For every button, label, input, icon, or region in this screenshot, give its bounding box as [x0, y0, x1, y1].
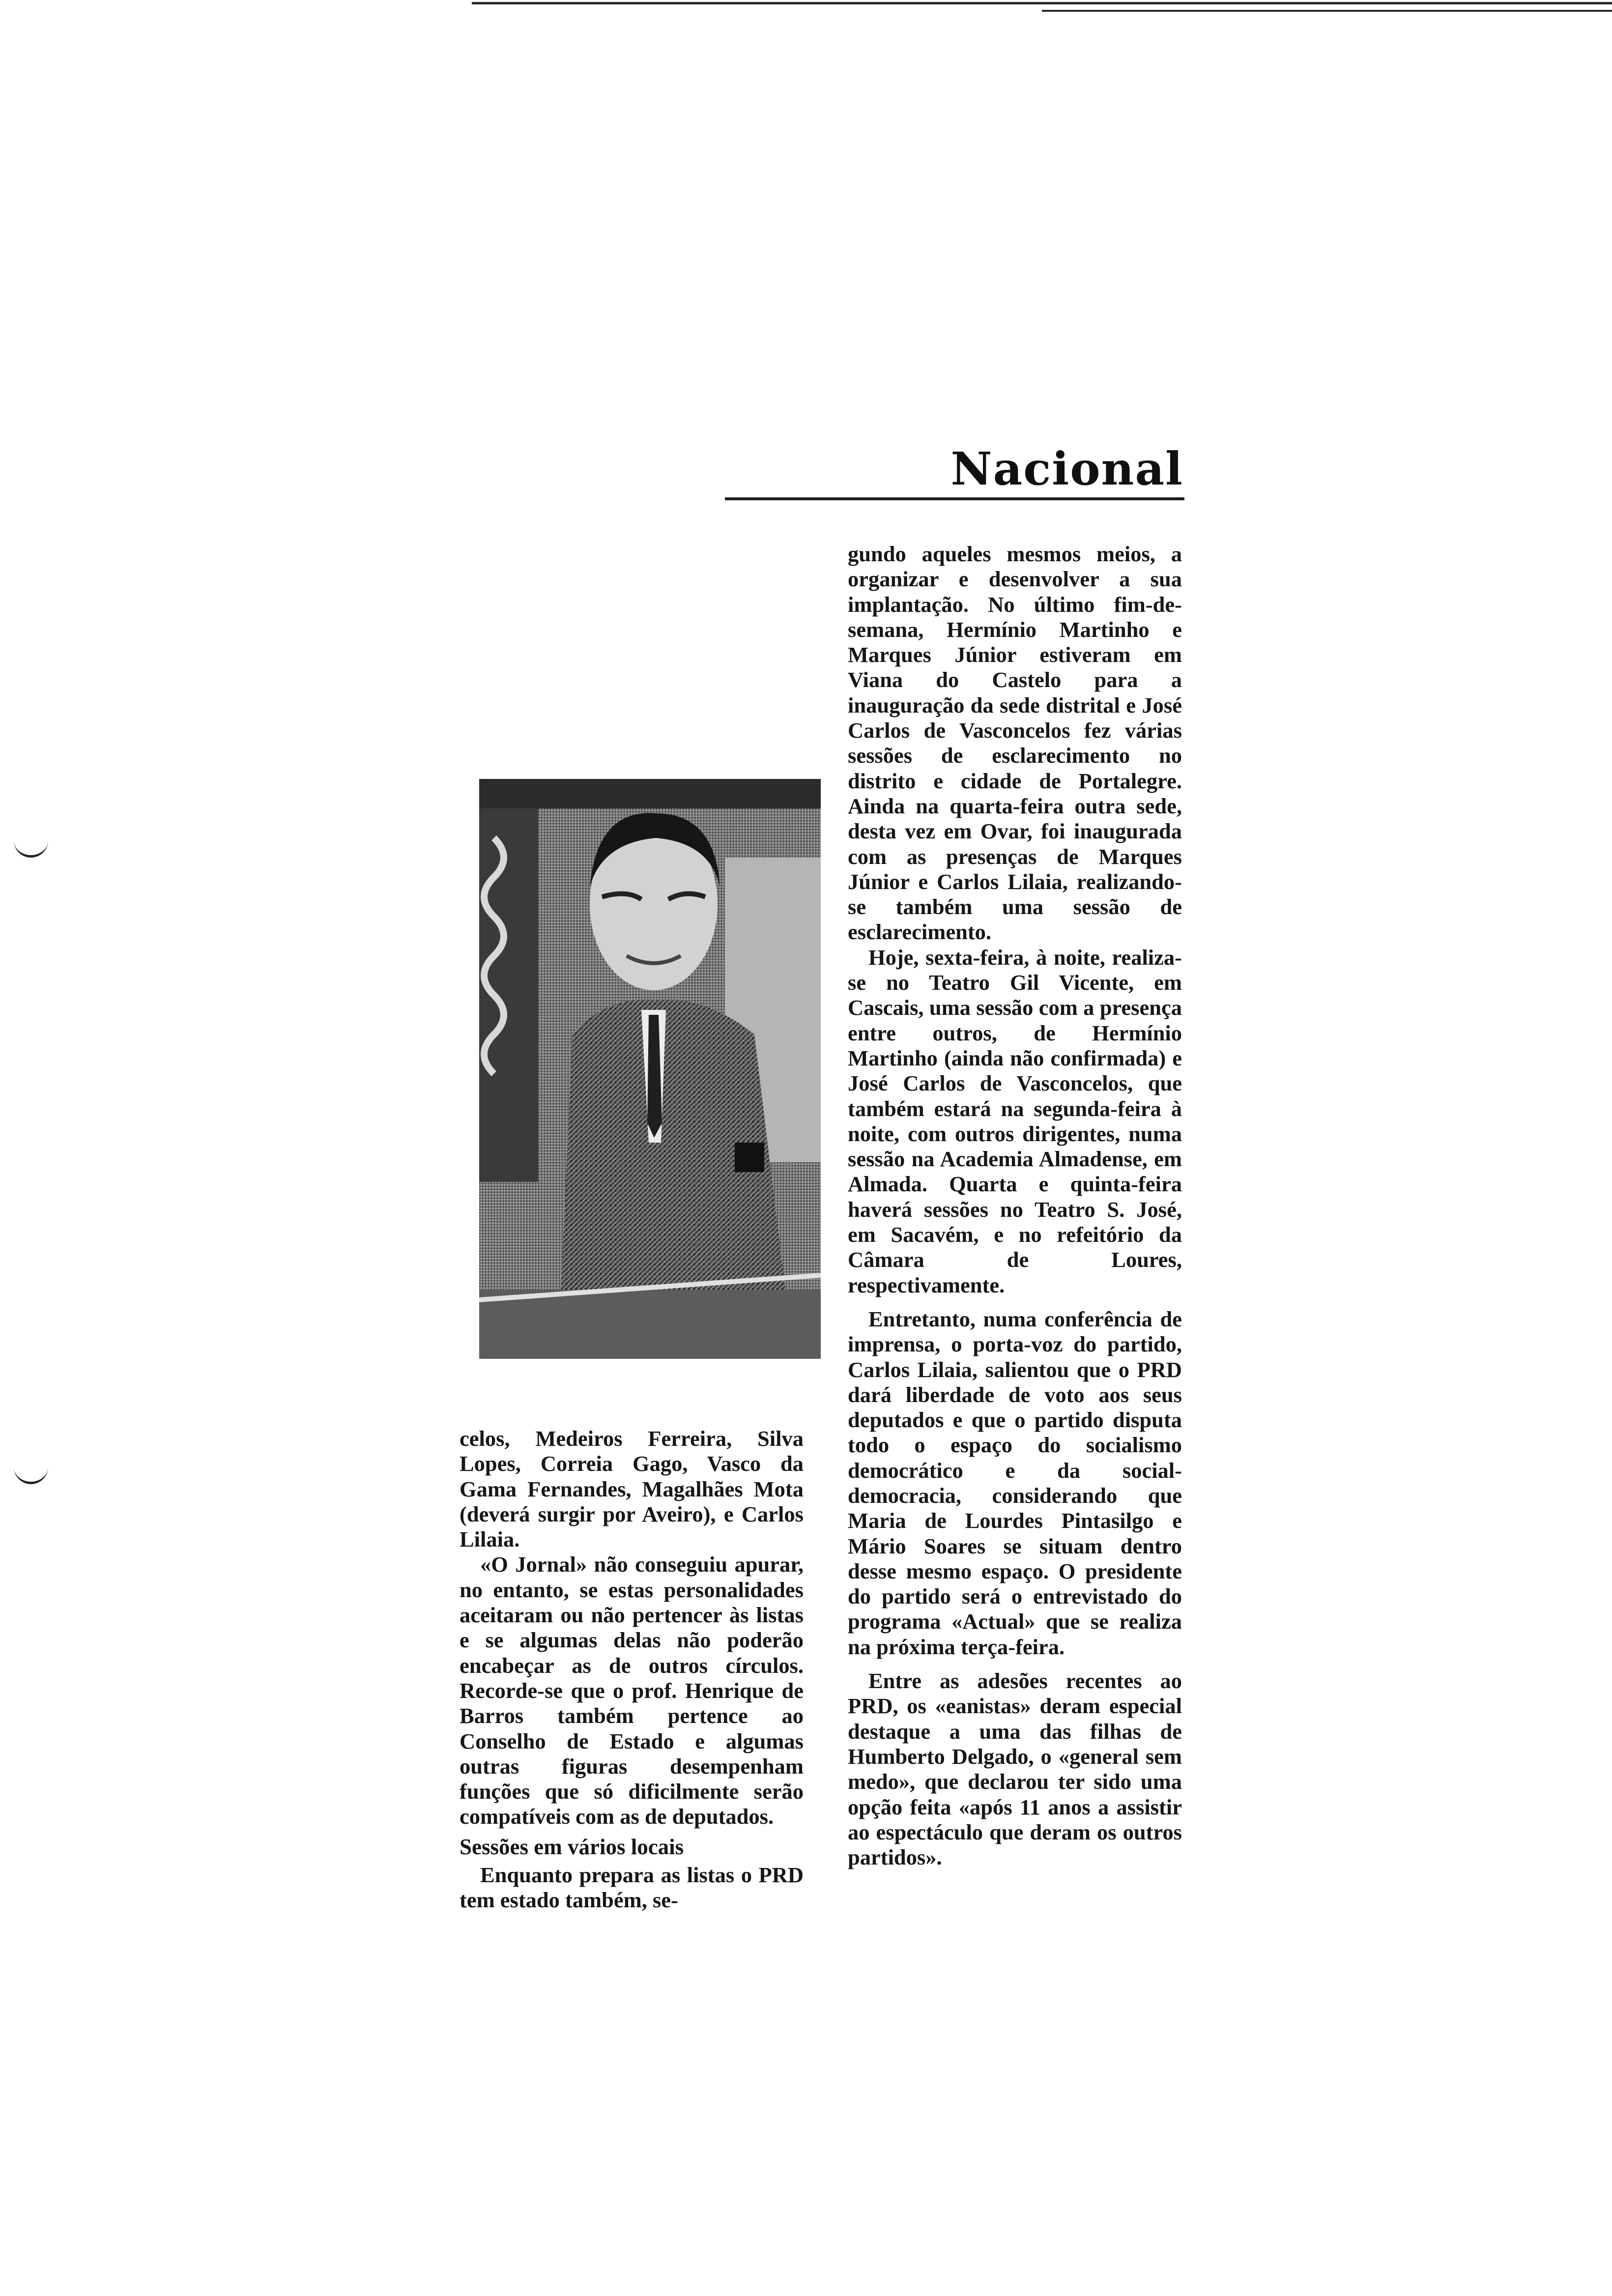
article-column-right	[848, 542, 1182, 1870]
section-title: Nacional	[950, 442, 1183, 495]
article-subheading: Sessões em vários locais	[460, 1834, 684, 1859]
binder-hole-mark-bottom	[14, 1462, 48, 1484]
binder-hole-mark-top	[14, 835, 48, 858]
article-column-left	[460, 1426, 804, 1913]
article-paragraph: Entre as adesões recentes ao PRD, os «eanistas» deram especial destaque a uma das filhas de Humberto Delgado, o «general sem medo», que declarou ter sido uma opção feita «após 11 anos a assistir ao espectáculo que deram os outros partidos».	[848, 1668, 1182, 1870]
scan-edge-line-secondary	[1042, 10, 1612, 12]
scan-edge-line	[472, 2, 1612, 4]
article-paragraph: gundo aqueles mesmos meios, a organizar e desenvolver a sua implantação. No último fim-de-semana, Hermínio Martinho e Marques Júnior estiveram em Viana do Castelo para a inauguração da sede distrital e José Carlos de Vasconcelos fez várias sessões de esclarecimento no distrito e cidade de Portalegre. Ainda na quarta-feira outra sede, desta vez em Ovar, foi inaugurada com as presenças de Marques Júnior e Carlos Lilaia, realizando-se também uma sessão de esclarecimento.	[848, 542, 1182, 945]
article-paragraph: Hoje, sexta-feira, à noite, realiza-se no Teatro Gil Vicente, em Cascais, uma sessão com a presença entre outros, de Hermínio Martinho (ainda não confirmada) e José Carlos de Vasconcelos, que também estará na segunda-feira à noite, com outros dirigentes, numa sessão na Academia Almadense, em Almada. Quarta e quinta-feira haverá sessões no Teatro S. José, em Sacavém, e no refeitório da Câmara de Loures, respectivamente.	[848, 945, 1182, 1297]
portrait-photo-icon	[479, 779, 821, 1359]
article-paragraph: «O Jornal» não conseguiu apurar, no entanto, se estas personalidades aceitaram ou não pertencer às listas e se algumas delas não poderão encabeçar as de outros círculos. Recorde-se que o prof. Henrique de Barros também pertence ao Conselho de Estado e algumas outras figuras desempenham funções que só dificilmente serão compatíveis com as de deputados.	[460, 1552, 804, 1829]
section-rule	[725, 497, 1184, 500]
article-paragraph: Enquanto prepara as listas o PRD tem estado também, se-	[460, 1863, 804, 1913]
article-paragraph: celos, Medeiros Ferreira, Silva Lopes, Correia Gago, Vasco da Gama Fernandes, Magalhães Mota (deverá surgir por Aveiro), e Carlos Lilaia.	[460, 1426, 804, 1552]
article-paragraph: Entretanto, numa conferência de imprensa, o porta-voz do partido, Carlos Lilaia, salientou que o PRD dará liberdade de voto aos seus deputados e que o partido disputa todo o espaço do socialismo democrático e da social-democracia, considerando que Maria de Lourdes Pintasilgo e Mário Soares se situam dentro desse mesmo espaço. O presidente do partido será o entrevistado do programa «Actual» que se realiza na próxima terça-feira.	[848, 1306, 1182, 1659]
